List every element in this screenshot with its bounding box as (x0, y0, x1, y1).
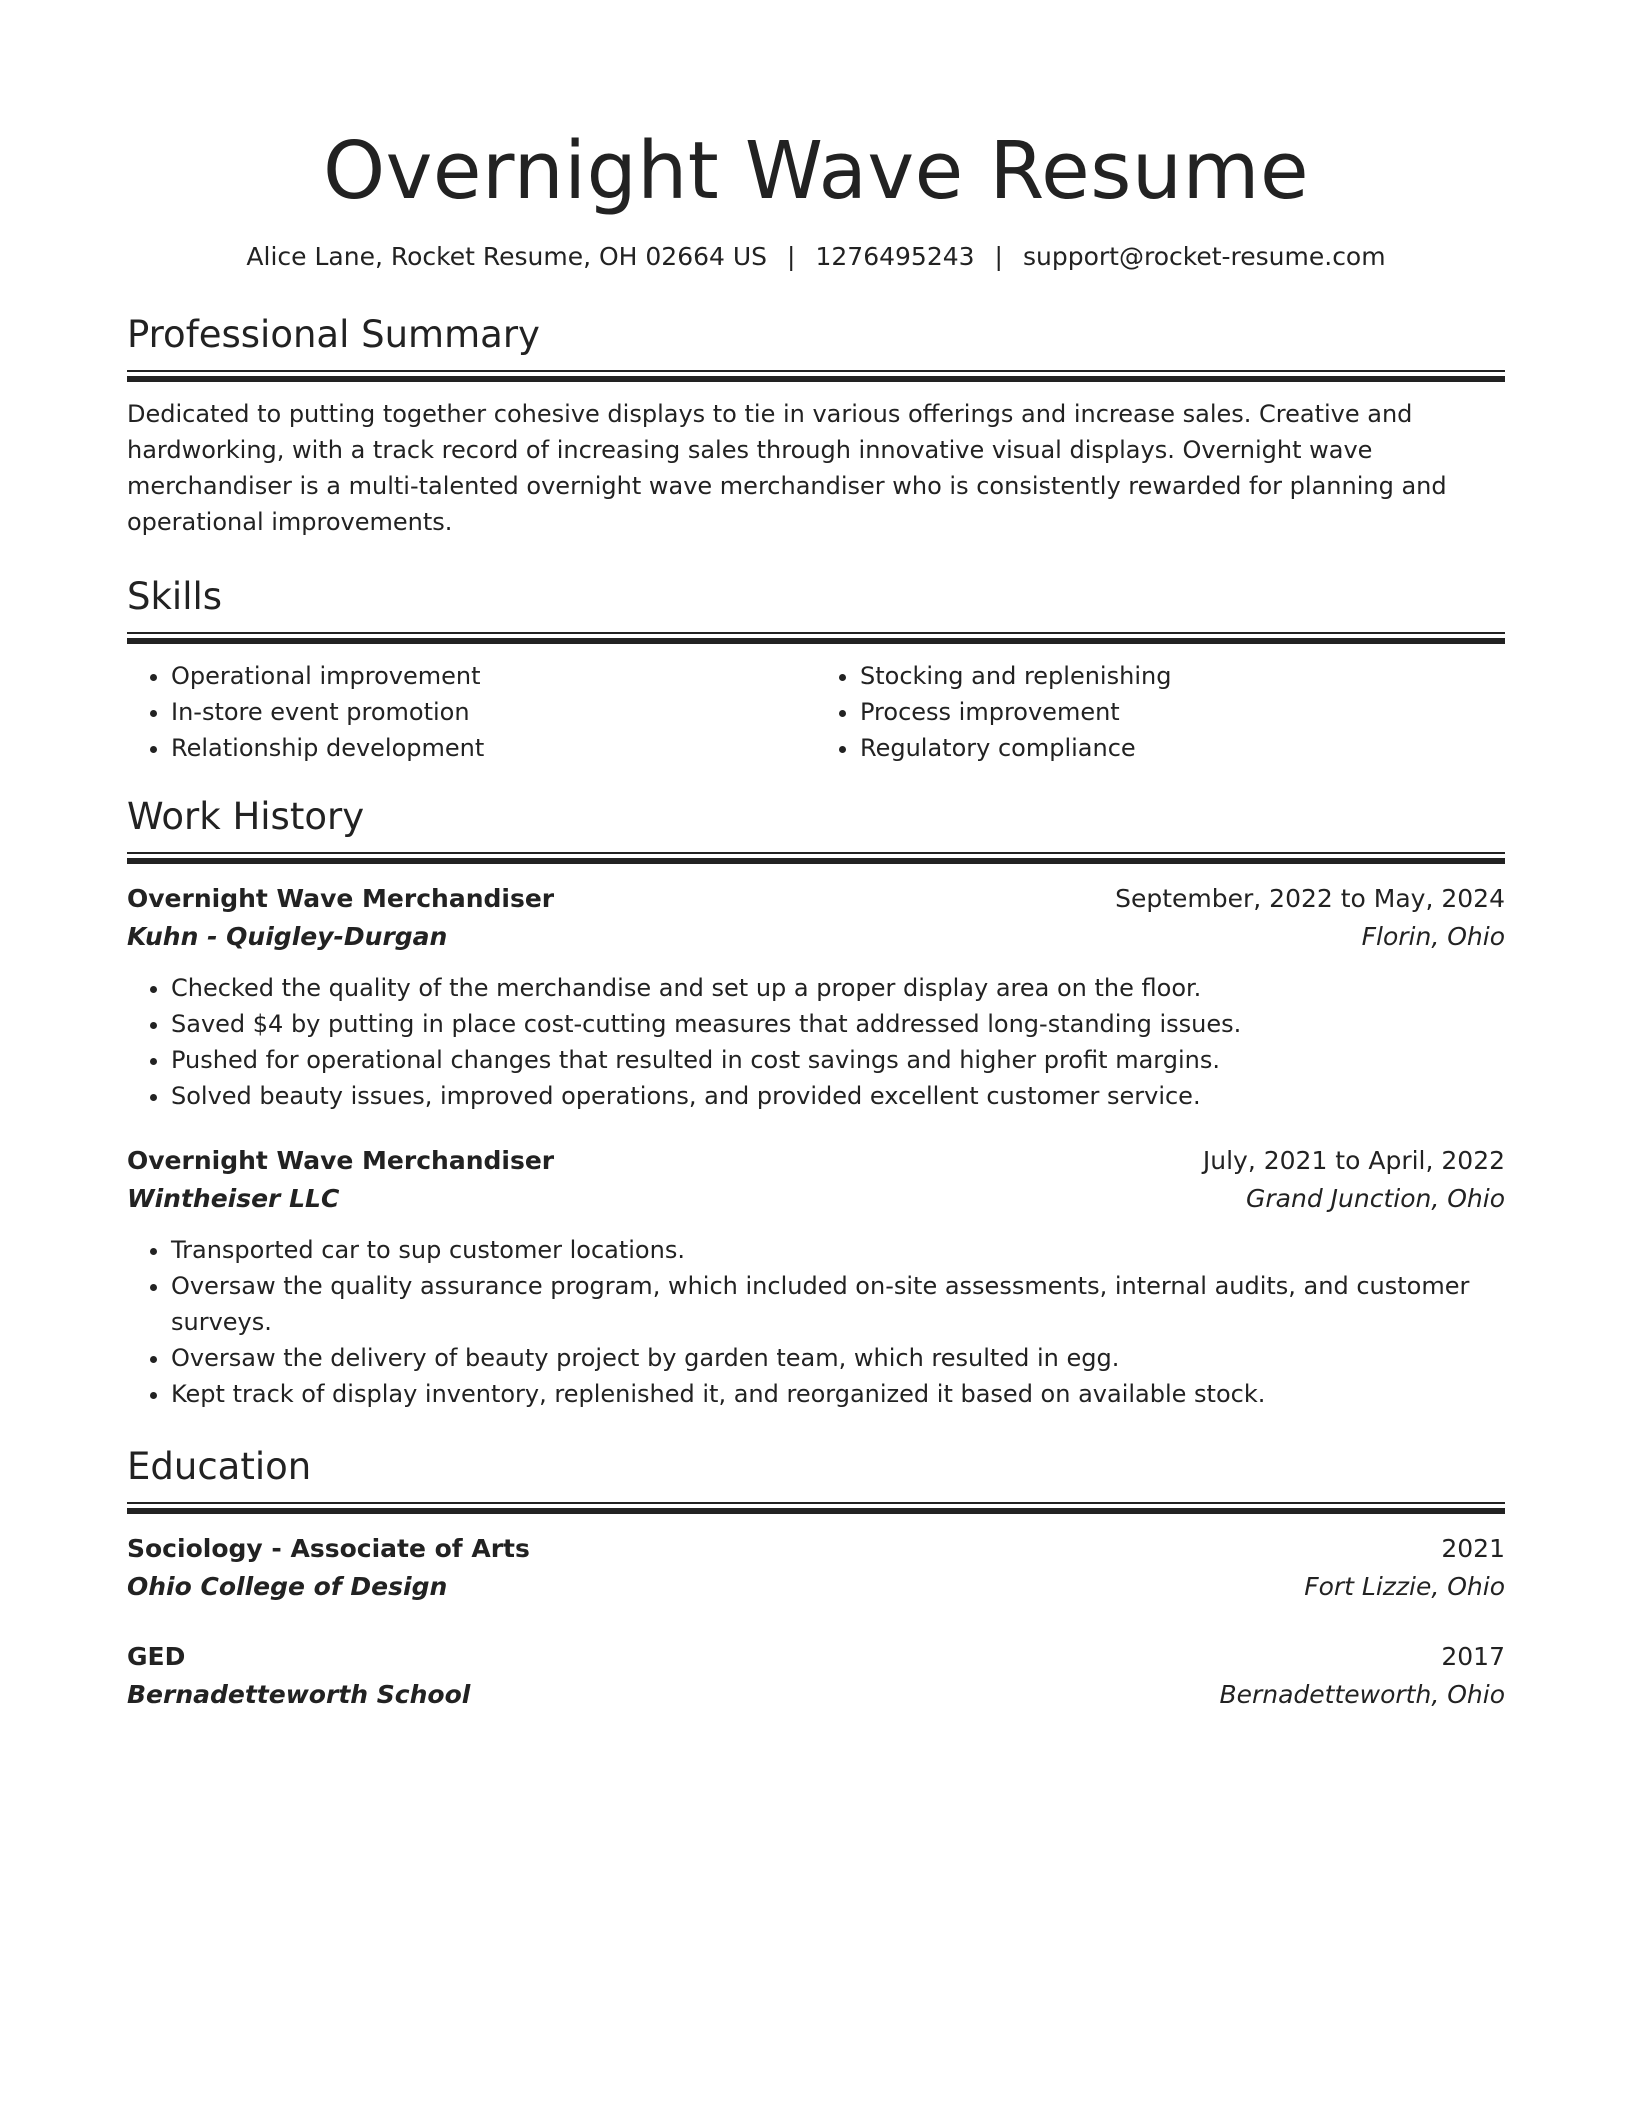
contact-email: support@rocket-resume.com (1022, 242, 1386, 271)
job-bullet: • Oversaw the delivery of beauty project by garden team, which resulted in egg. (171, 1340, 1505, 1376)
education-degree: GED (127, 1642, 186, 1671)
job-bullet: • Solved beauty issues, improved operations, and provided excellent customer service. (171, 1078, 1505, 1114)
job-dates: July, 2021 to April, 2022 (1202, 1146, 1505, 1175)
education-year: 2021 (1441, 1534, 1505, 1563)
education-header (127, 1530, 1505, 1568)
job-title: Overnight Wave Merchandiser (127, 884, 555, 913)
skills-section (127, 572, 1505, 766)
skill-item: • Relationship development (171, 730, 816, 766)
section-divider (127, 852, 1505, 864)
section-heading-work: Work History (127, 795, 365, 838)
job-entry (127, 1142, 1505, 1412)
skill-item: • Stocking and replenishing (860, 658, 1505, 694)
skill-item: • In-store event promotion (171, 694, 816, 730)
section-divider (127, 370, 1505, 382)
job-bullets (127, 970, 1505, 1114)
education-location: Fort Lizzie, Ohio (1304, 1572, 1505, 1601)
education-entry (127, 1638, 1505, 1714)
job-subheader (127, 918, 1505, 956)
education-school: Ohio College of Design (127, 1572, 448, 1601)
section-heading-education: Education (127, 1445, 312, 1488)
job-bullets (127, 1232, 1505, 1412)
education-degree: Sociology - Associate of Arts (127, 1534, 530, 1563)
job-bullet: • Transported car to sup customer locations. (171, 1232, 1505, 1268)
contact-line (127, 240, 1505, 274)
education-entry (127, 1530, 1505, 1606)
education-section (127, 1442, 1505, 1714)
section-heading-skills: Skills (127, 575, 223, 618)
job-company: Wintheiser LLC (127, 1184, 340, 1213)
job-header (127, 880, 1505, 918)
education-school: Bernadetteworth School (127, 1680, 471, 1709)
job-location: Florin, Ohio (1361, 922, 1505, 951)
summary-text: Dedicated to putting together cohesive displays to tie in various offerings and increase sales. Creative and hardworking, with a track record of increasing sales through innovative visual displays. Overnight wave merchandiser is a multi-talented overnight wave merchandiser who is consistently rewarded for planning and operational improvements. (127, 400, 1447, 536)
skills-list-left (127, 658, 816, 766)
skills-list-right (816, 658, 1505, 766)
skills-columns (127, 658, 1505, 766)
skill-item: • Regulatory compliance (860, 730, 1505, 766)
job-bullet: • Oversaw the quality assurance program, which included on-site assessments, internal audits, and customer surveys. (171, 1268, 1505, 1340)
job-location: Grand Junction, Ohio (1246, 1184, 1505, 1213)
summary-section (127, 310, 1505, 540)
job-bullet: • Checked the quality of the merchandise and set up a proper display area on the floor. (171, 970, 1505, 1006)
job-bullet: • Saved $4 by putting in place cost-cutting measures that addressed long-standing issues. (171, 1006, 1505, 1042)
section-divider (127, 632, 1505, 644)
work-history-section (127, 792, 1505, 1412)
skill-item: • Operational improvement (171, 658, 816, 694)
job-bullet: • Pushed for operational changes that resulted in cost savings and higher profit margins. (171, 1042, 1505, 1078)
section-heading-summary: Professional Summary (127, 313, 540, 356)
contact-separator: | (994, 242, 1003, 271)
job-subheader (127, 1180, 1505, 1218)
education-location: Bernadetteworth, Ohio (1219, 1680, 1505, 1709)
section-divider (127, 1502, 1505, 1514)
education-year: 2017 (1441, 1642, 1505, 1671)
job-entry (127, 880, 1505, 1114)
education-subheader (127, 1568, 1505, 1606)
education-subheader (127, 1676, 1505, 1714)
job-company: Kuhn - Quigley-Durgan (127, 922, 448, 951)
contact-address: Alice Lane, Rocket Resume, OH 02664 US (246, 242, 768, 271)
contact-phone: 1276495243 (815, 242, 975, 271)
education-header (127, 1638, 1505, 1676)
job-dates: September, 2022 to May, 2024 (1115, 884, 1505, 913)
job-bullet: • Kept track of display inventory, replenished it, and reorganized it based on available stock. (171, 1376, 1505, 1412)
job-title: Overnight Wave Merchandiser (127, 1146, 555, 1175)
resume-title: Overnight Wave Resume (322, 125, 1310, 217)
job-header (127, 1142, 1505, 1180)
contact-separator: | (787, 242, 796, 271)
skill-item: • Process improvement (860, 694, 1505, 730)
